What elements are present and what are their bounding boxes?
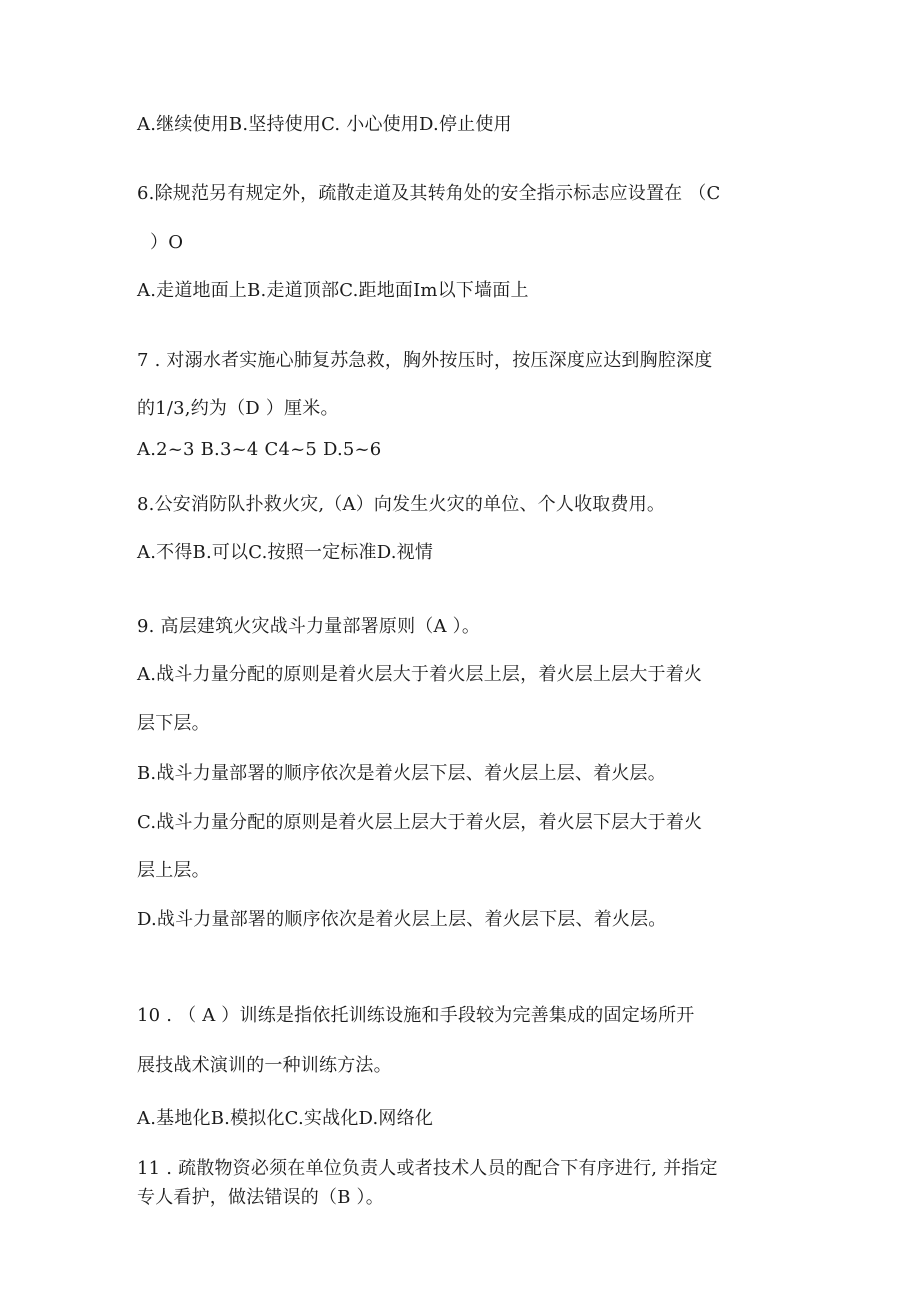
q9-option-a-line2: 层下层。 [137,713,210,734]
q10-question-line2: 展技战术演训的一种训练方法。 [137,1055,392,1076]
q11-question-line2: 专人看护，做法错误的（B ）。 [137,1187,384,1208]
q6-question-line2: ）O [150,232,184,253]
q9-option-c-line1: C.战斗力量分配的原则是着火层上层大于着火层，着火层下层大于着火 [137,812,703,833]
q9-option-b: B.战斗力量部署的顺序依次是着火层下层、着火层上层、着火层。 [137,763,666,784]
q9-option-a-line1: A.战斗力量分配的原则是着火层大于着火层上层，着火层上层大于着火 [137,664,703,685]
q7-question-line2: 的1/3,约为（D ）厘米。 [137,398,339,419]
q6-options: A.走道地面上B.走道顶部C.距地面Im以下墙面上 [137,280,529,301]
q9-question: 9. 高层建筑火灾战斗力量部署原则（A ）。 [137,616,481,637]
q6-question-line1: 6.除规范另有规定外，疏散走道及其转角处的安全指示标志应设置在 （C [137,183,721,204]
q8-question: 8.公安消防队扑救火灾,（A）向发生火灾的单位、个人收取费用。 [137,494,666,515]
q10-question-line1: 10 . （ A ）训练是指依托训练设施和手段较为完善集成的固定场所开 [137,1005,695,1026]
q5-options: A.继续使用B.坚持使用C. 小心使用D.停止使用 [137,114,512,135]
q11-question-line1: 11 . 疏散物资必须在单位负责人或者技术人员的配合下有序进行, 并指定 [137,1158,718,1179]
q8-options: A.不得B.可以C.按照一定标准D.视情 [137,542,434,563]
q9-option-c-line2: 层上层。 [137,860,210,881]
q9-option-d: D.战斗力量部署的顺序依次是着火层上层、着火层下层、着火层。 [137,909,667,930]
q7-question-line1: 7 . 对溺水者实施心肺复苏急救，胸外按压时，按压深度应达到胸腔深度 [137,350,713,371]
q10-options: A.基地化B.模拟化C.实战化D.网络化 [137,1108,434,1129]
q7-options: A.2~3 B.3~4 C4~5 D.5~6 [137,439,382,460]
